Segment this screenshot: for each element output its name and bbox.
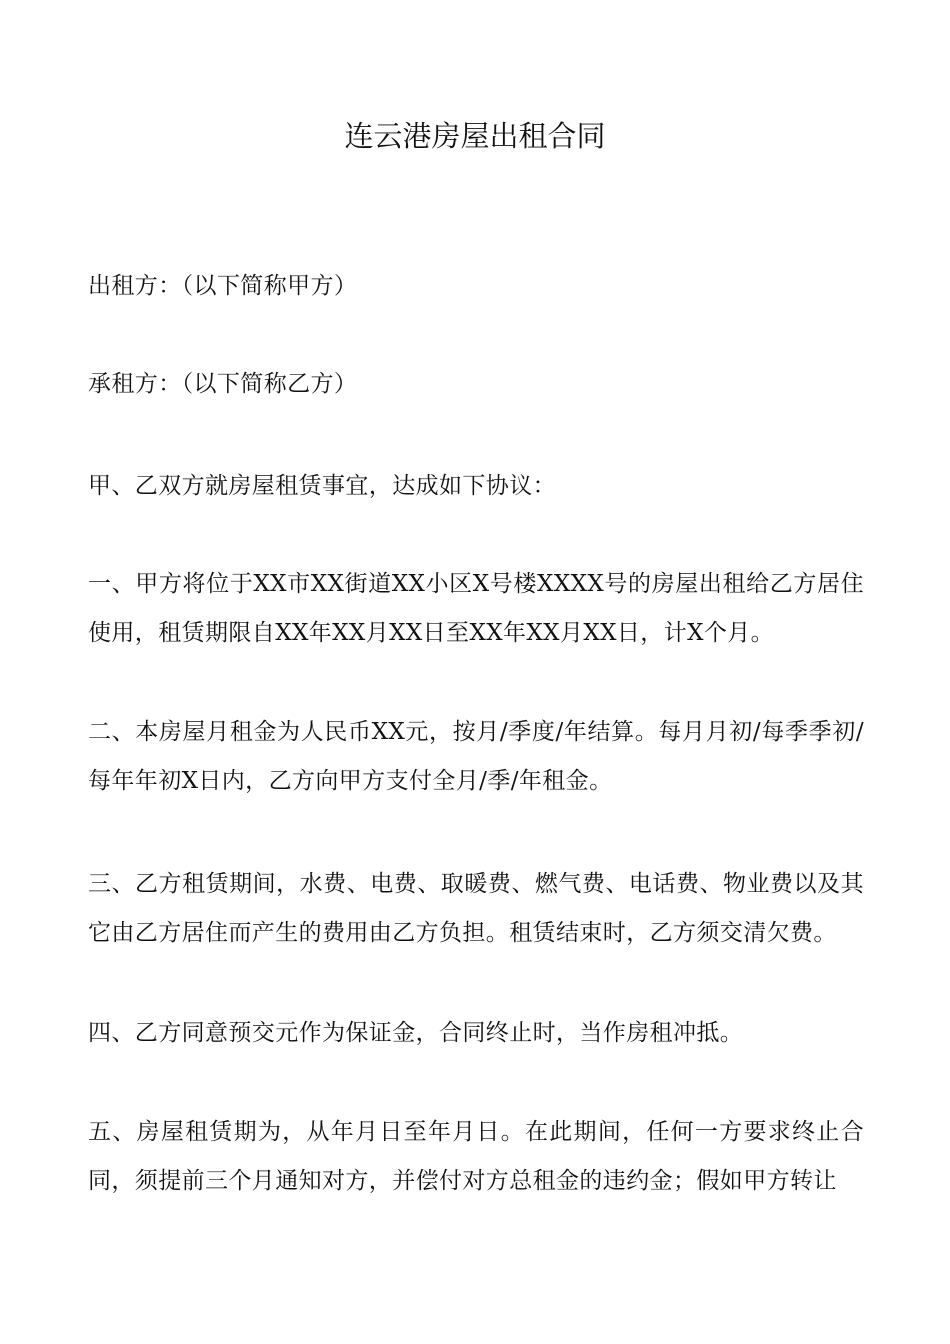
clause-5: 五、房屋租赁期为，从年月日至年月日。在此期间，任何一方要求终止合同，须提前三个月通知对方，并偿付对方总租金的违约金；假如甲方转让: [88, 1119, 864, 1194]
lessor-line: 出租方：（以下简称甲方）: [88, 273, 358, 299]
document-title: 连云港房屋出租合同: [344, 119, 606, 153]
lessee-line: 承租方：（以下简称乙方）: [88, 371, 358, 397]
clause-3: 三、乙方租赁期间，水费、电费、取暖费、燃气费、电话费、物业费以及其它由乙方居住而产生的费用由乙方负担。租赁结束时，乙方须交清欠费。: [88, 871, 864, 946]
clause-1: 一、甲方将位于XX市XX街道XX小区X号楼XXXX号的房屋出租给乙方居住使用，租赁期限自XX年XX月XX日至XX年XX月XX日，计X个月。: [88, 571, 864, 646]
clause-4: 四、乙方同意预交元作为保证金，合同终止时，当作房租冲抵。: [88, 1020, 744, 1046]
agreement-intro: 甲、乙双方就房屋租赁事宜，达成如下协议：: [88, 473, 556, 499]
clause-2: 二、本房屋月租金为人民币XX元，按月/季度/年结算。每月月初/每季季初/每年年初X日内，乙方向甲方支付全月/季/年租金。: [88, 719, 864, 794]
